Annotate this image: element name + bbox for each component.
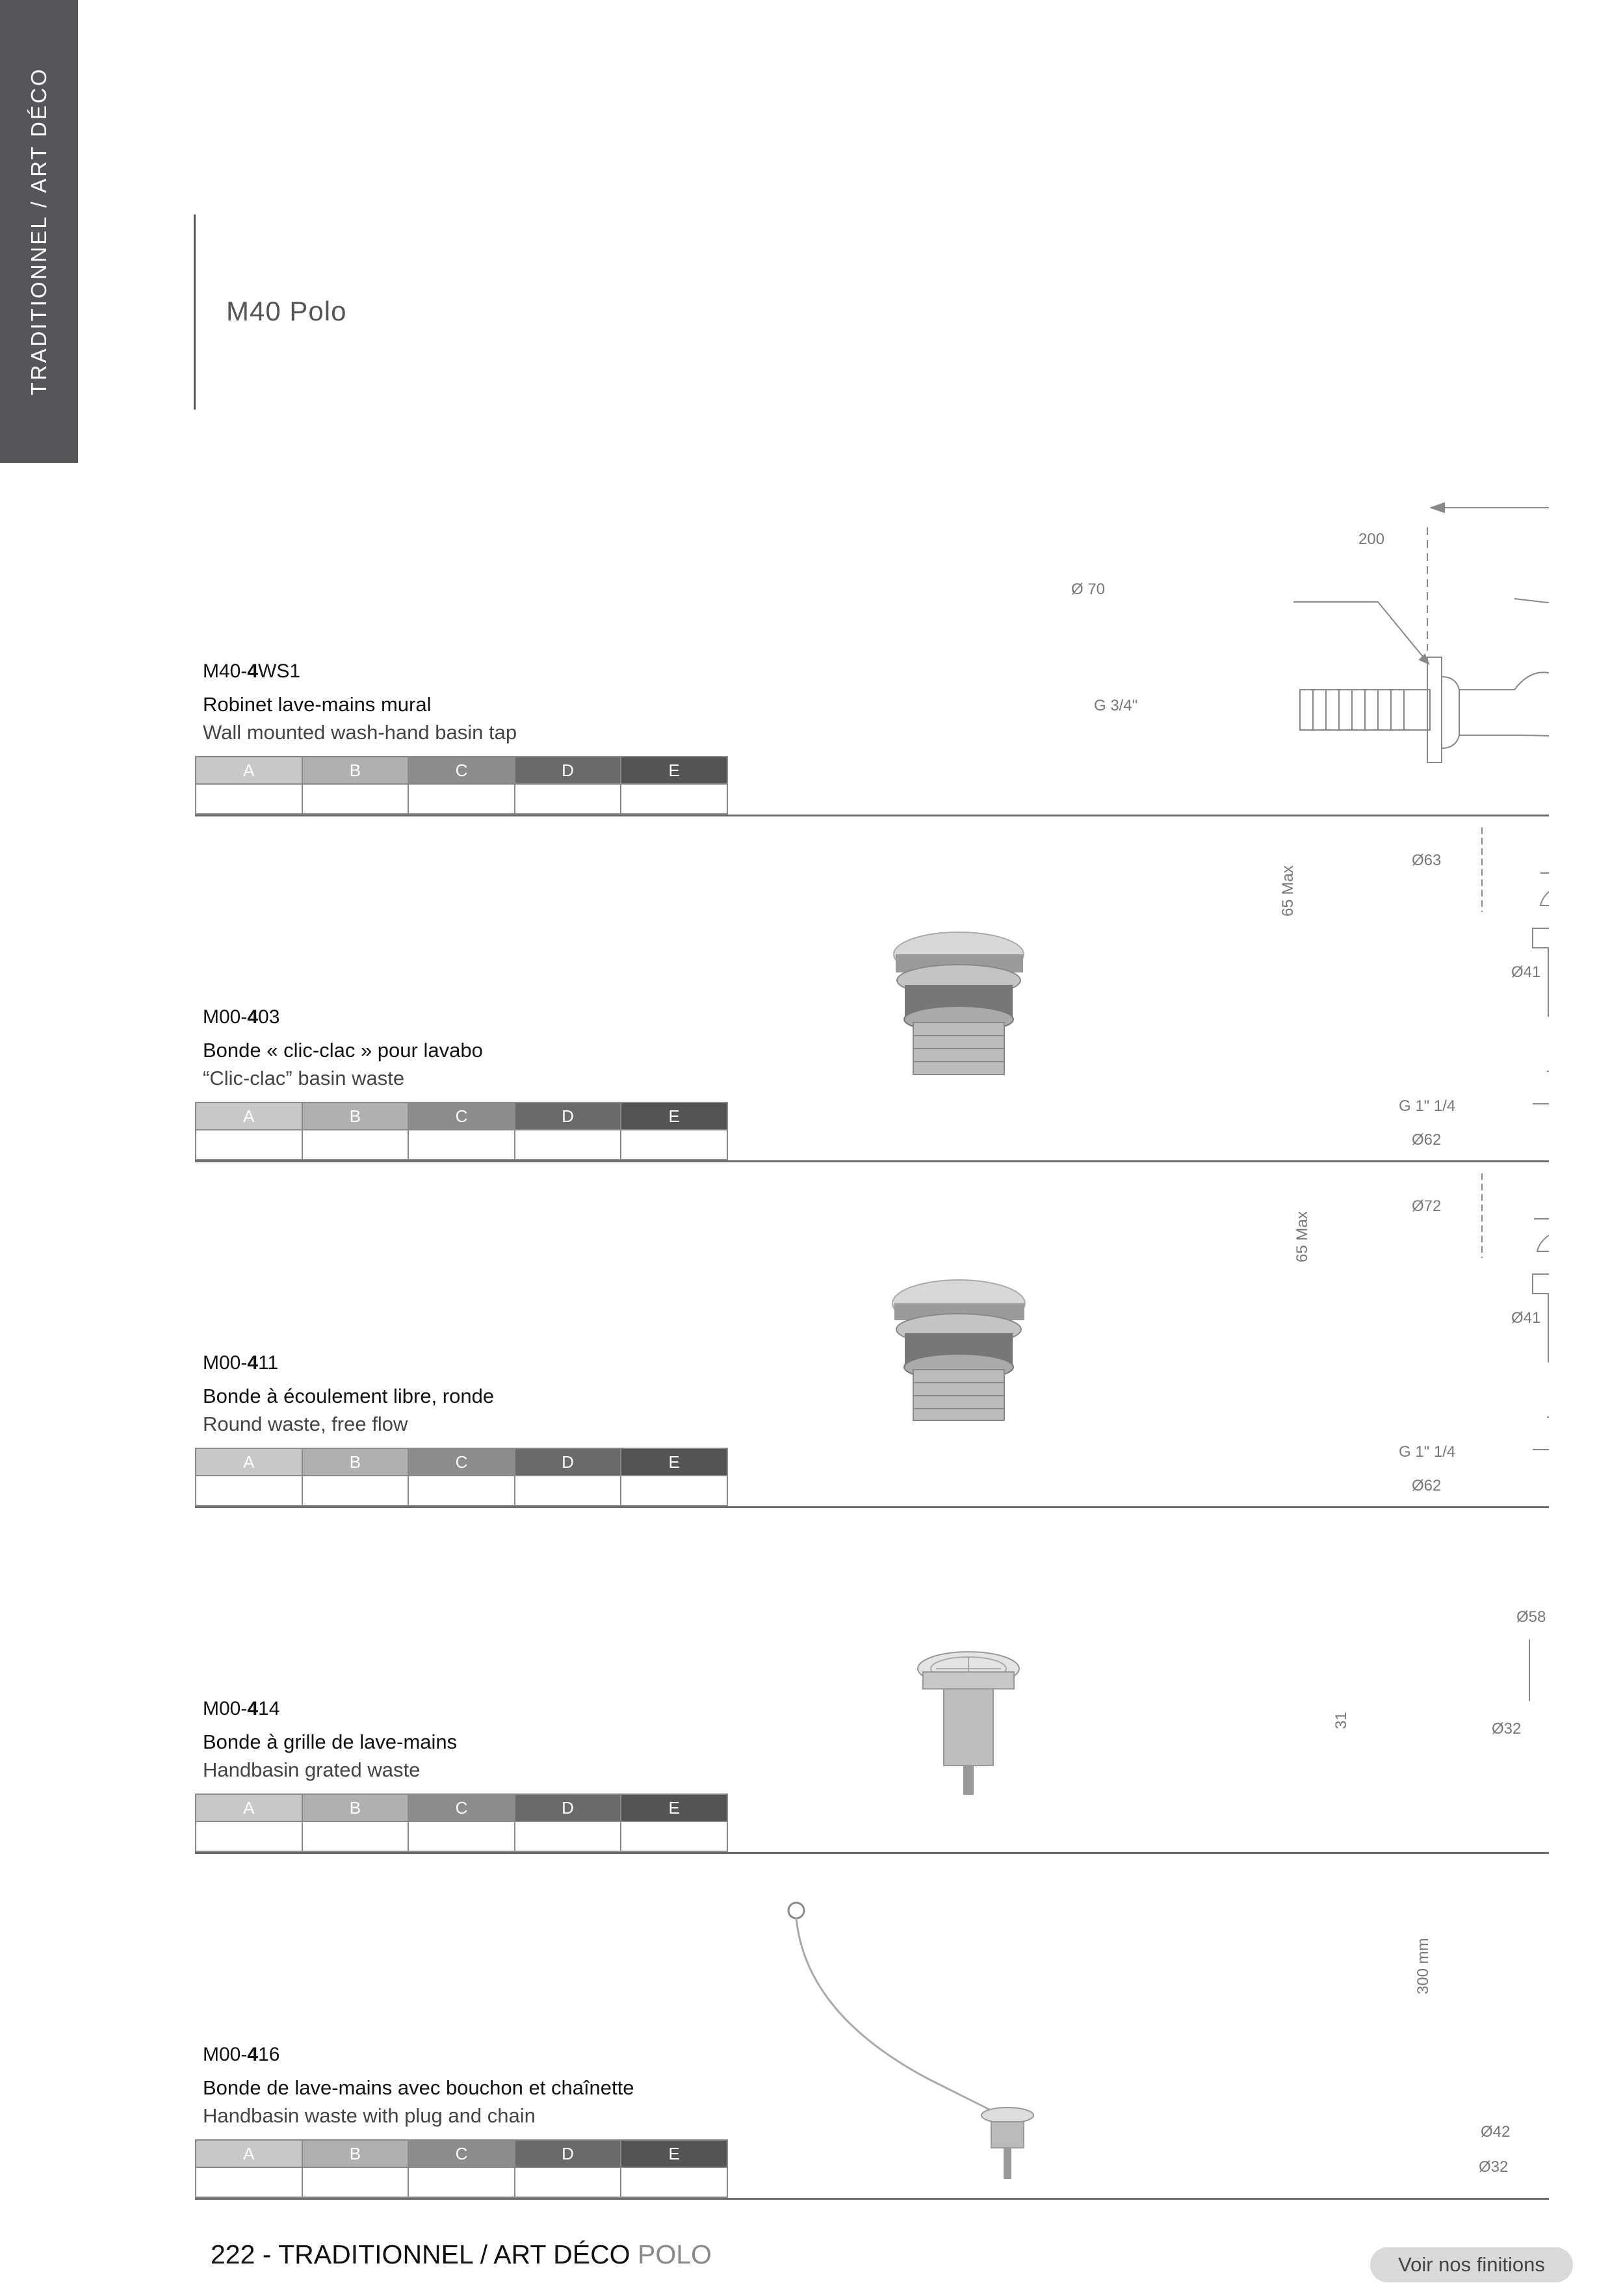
finish-cell (196, 1821, 302, 1851)
dim-label: 300 mm (1414, 1938, 1432, 1994)
side-section-tab (0, 0, 78, 463)
product-name-fr: Bonde à écoulement libre, ronde (203, 1385, 495, 1407)
finish-col-b: B (302, 2140, 409, 2167)
product-code: M00-411 (203, 1352, 279, 1374)
see-finishes-button[interactable]: Voir nos finitions (1370, 2247, 1573, 2282)
dim-label: Ø 70 (1071, 581, 1106, 598)
finish-col-d: D (515, 1448, 621, 1476)
dim-label: G 1" 1/4 (1399, 1097, 1456, 1115)
title-divider (194, 215, 196, 410)
product-code: M00-403 (203, 1006, 280, 1028)
finish-col-c: C (408, 1102, 515, 1130)
product-name-fr: Bonde à grille de lave-mains (203, 1730, 458, 1753)
finish-cell (302, 1130, 409, 1160)
dim-label: Ø41 (1511, 963, 1541, 981)
dim-label: Ø63 (1412, 852, 1442, 869)
finish-col-a: A (196, 757, 302, 784)
product-code: M00-416 (203, 2044, 280, 2065)
dim-label: Ø32 (1479, 2158, 1509, 2176)
finish-table (195, 1102, 728, 1160)
finish-cell (408, 1476, 515, 1506)
finish-col-c: C (408, 2140, 515, 2167)
product-photo-round-waste (734, 1160, 1202, 1498)
product-name-en: Handbasin grated waste (203, 1758, 421, 1781)
product-code: M40-4WS1 (203, 660, 301, 682)
dim-label: Ø62 (1412, 1131, 1442, 1149)
product-photo-plug-chain (734, 1852, 1202, 2190)
dim-label: 65 Max (1279, 865, 1297, 917)
dim-label: Ø42 (1481, 2123, 1511, 2141)
technical-drawing-grated-waste (1209, 1506, 1549, 1852)
finish-col-e: E (621, 1102, 727, 1130)
dim-label: Ø41 (1511, 1309, 1541, 1327)
finish-col-c: C (408, 1794, 515, 1821)
finish-cell (621, 2167, 727, 2197)
dim-label: Ø32 (1492, 1720, 1522, 1738)
finish-cell (196, 784, 302, 814)
finish-cell (408, 2167, 515, 2197)
technical-drawing-tap (1209, 469, 1549, 815)
technical-drawing-round-waste (1209, 1160, 1549, 1506)
dim-label: 65 Max (1293, 1211, 1311, 1262)
series-title: M40 Polo (226, 296, 347, 326)
finish-table (195, 756, 728, 815)
finish-col-b: B (302, 757, 409, 784)
page-number: 222 (211, 2239, 255, 2269)
dim-label: Ø58 (1516, 1608, 1546, 1626)
footer-section: TRADITIONNEL / ART DÉCO (278, 2239, 630, 2269)
finish-cell (302, 2167, 409, 2197)
finish-col-d: D (515, 1794, 621, 1821)
product-row (195, 1160, 1549, 1508)
product-name-fr: Robinet lave-mains mural (203, 693, 432, 716)
finish-col-d: D (515, 2140, 621, 2167)
product-row (195, 1506, 1549, 1854)
finish-cell (196, 1130, 302, 1160)
product-name-en: Handbasin waste with plug and chain (203, 2104, 536, 2127)
product-photo-tap (734, 469, 1202, 807)
finish-cell (408, 1130, 515, 1160)
finish-cell (621, 1821, 727, 1851)
finish-col-c: C (408, 1448, 515, 1476)
finish-col-a: A (196, 1794, 302, 1821)
product-name-en: Wall mounted wash-hand basin tap (203, 721, 517, 744)
finish-cell (408, 784, 515, 814)
footer-separator: - (255, 2239, 279, 2269)
finish-cell (302, 1476, 409, 1506)
finish-col-a: A (196, 2140, 302, 2167)
finish-cell (515, 2167, 621, 2197)
finish-cell (621, 1130, 727, 1160)
finish-col-b: B (302, 1794, 409, 1821)
dim-label: G 3/4" (1094, 697, 1138, 714)
product-name-fr: Bonde « clic-clac » pour lavabo (203, 1039, 483, 1062)
finish-cell (621, 1476, 727, 1506)
side-section-label: TRADITIONNEL / ART DÉCO (27, 67, 51, 396)
dim-label: 31 (1332, 1712, 1350, 1729)
finish-cell (515, 784, 621, 814)
product-row (195, 1852, 1549, 2200)
product-photo-grated-waste (734, 1506, 1202, 1844)
finish-col-e: E (621, 2140, 727, 2167)
finish-col-b: B (302, 1102, 409, 1130)
finish-cell (302, 784, 409, 814)
dim-label: G 1" 1/4 (1399, 1443, 1456, 1461)
product-name-en: “Clic-clac” basin waste (203, 1067, 405, 1089)
dim-label: Ø62 (1412, 1477, 1442, 1494)
product-code: M00-414 (203, 1698, 280, 1719)
finish-col-e: E (621, 757, 727, 784)
finish-col-d: D (515, 757, 621, 784)
finish-col-e: E (621, 1794, 727, 1821)
finish-col-b: B (302, 1448, 409, 1476)
finish-cell (196, 1476, 302, 1506)
product-row (195, 469, 1549, 816)
finish-cell (515, 1130, 621, 1160)
finish-col-d: D (515, 1102, 621, 1130)
finish-col-a: A (196, 1102, 302, 1130)
finish-cell (515, 1821, 621, 1851)
finish-cell (302, 1821, 409, 1851)
product-photo-waste (734, 815, 1202, 1153)
product-name-fr: Bonde de lave-mains avec bouchon et chaînette (203, 2076, 634, 2099)
finish-cell (621, 784, 727, 814)
dim-label: 200 (1358, 530, 1385, 548)
finish-col-c: C (408, 757, 515, 784)
technical-drawing-plug-chain (1209, 1852, 1549, 2198)
finish-cell (515, 1476, 621, 1506)
finish-table (195, 1448, 728, 1506)
finish-col-e: E (621, 1448, 727, 1476)
product-name-en: Round waste, free flow (203, 1413, 408, 1435)
finish-col-a: A (196, 1448, 302, 1476)
finish-cell (408, 1821, 515, 1851)
dim-label: Ø72 (1412, 1197, 1442, 1215)
finish-table (195, 1794, 728, 1852)
finish-table (195, 2139, 728, 2198)
product-row (195, 815, 1549, 1162)
footer-series: POLO (637, 2239, 712, 2269)
page-footer (211, 2239, 712, 2270)
finish-cell (196, 2167, 302, 2197)
technical-drawing-waste (1209, 815, 1549, 1160)
